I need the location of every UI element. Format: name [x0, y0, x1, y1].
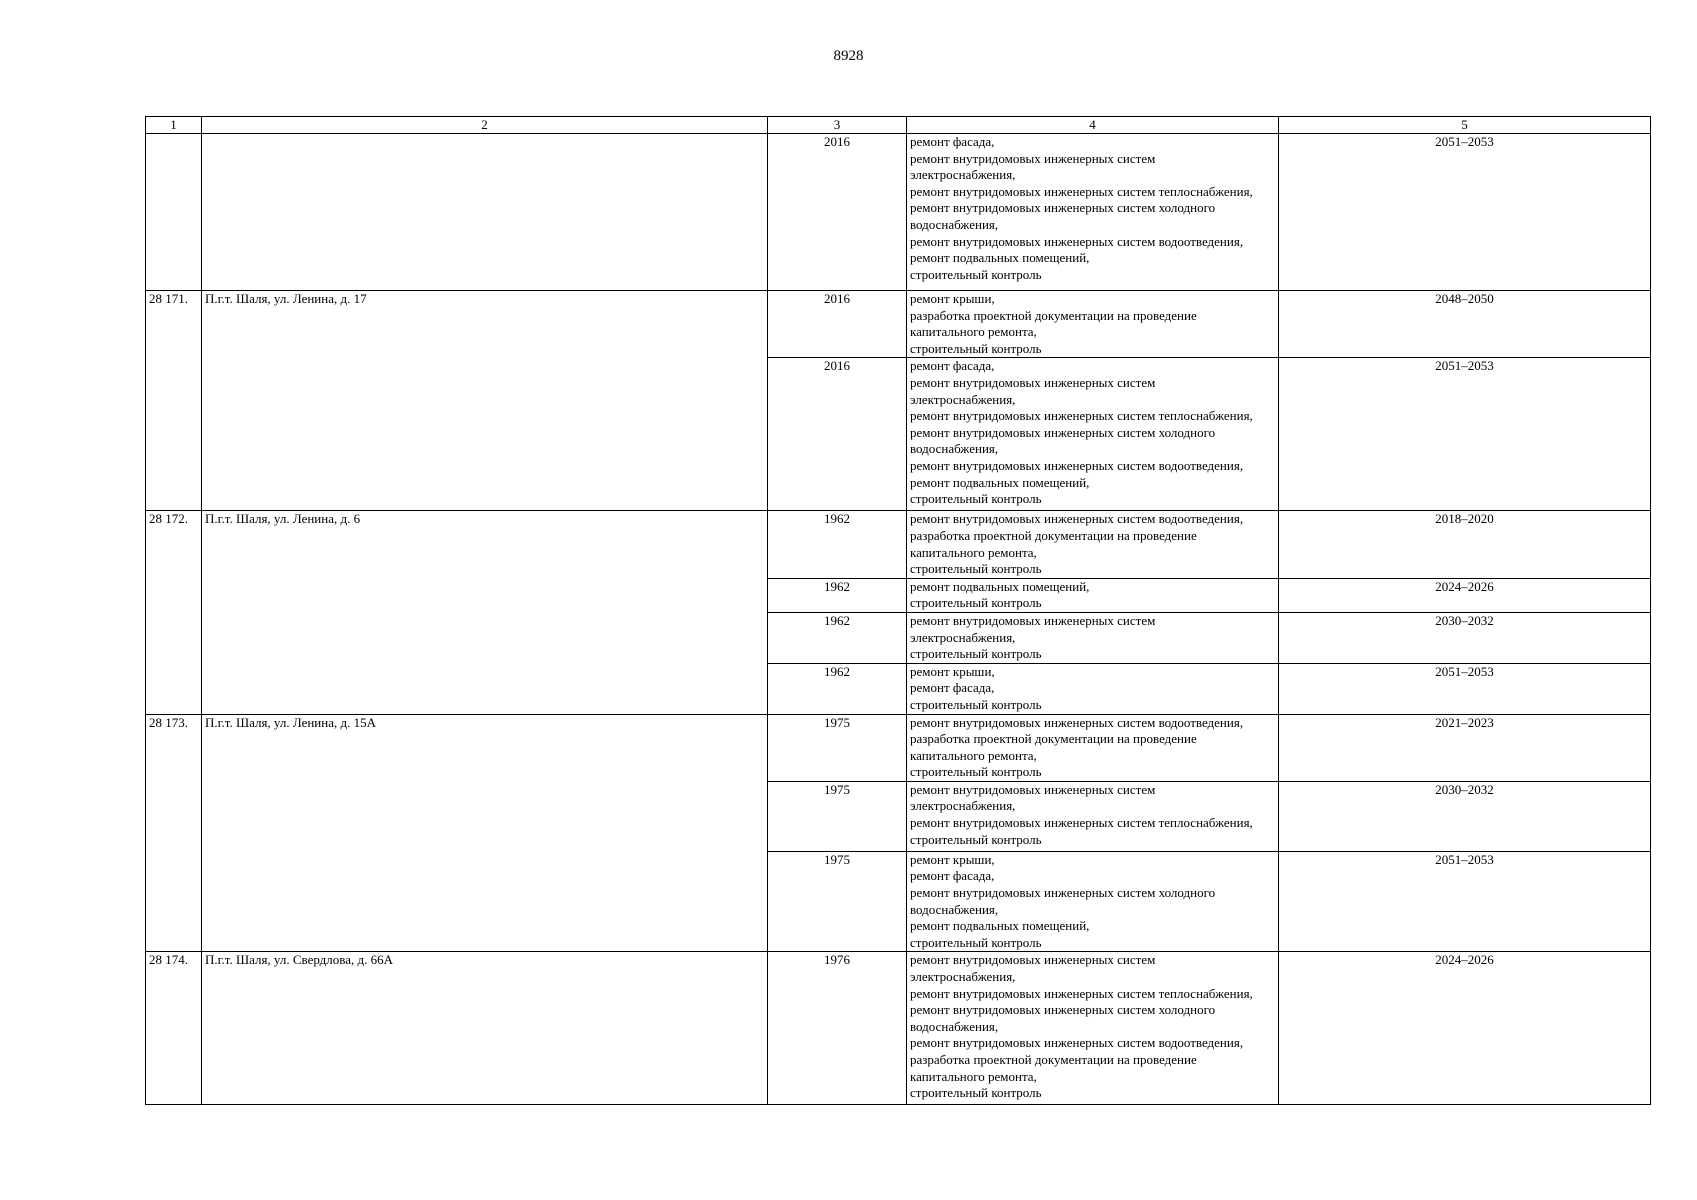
table-header-row	[146, 117, 1651, 134]
page-number: 8928	[833, 48, 864, 64]
repair-period: 2051–2053	[1279, 358, 1651, 511]
building-address: П.г.т. Шаля, ул. Ленина, д. 6	[202, 511, 768, 714]
build-year: 1962	[768, 612, 907, 663]
works-list: ремонт крыши, ремонт фасада, строительный контроль	[907, 663, 1279, 714]
build-year: 1975	[768, 714, 907, 781]
repair-period: 2021–2023	[1279, 714, 1651, 781]
works-list: ремонт фасада, ремонт внутридомовых инженерных систем электроснабжения, ремонт внутридомовых инженерных систем теплоснабжения, ремонт внутридомовых инженерных систем холодного водоснабжения, ремонт внутридомовых инженерных систем водоотведения, ремонт подвальных помещений, строительный контроль	[907, 134, 1279, 291]
column-header-4: 4	[907, 117, 1279, 134]
build-year: 2016	[768, 291, 907, 358]
row-number: 28 174.	[146, 952, 202, 1105]
works-list: ремонт внутридомовых инженерных систем водоотведения, разработка проектной документации на проведение капитального ремонта, строительный контроль	[907, 714, 1279, 781]
column-header-2: 2	[202, 117, 768, 134]
repair-period: 2024–2026	[1279, 578, 1651, 612]
repair-period: 2051–2053	[1279, 134, 1651, 291]
table-row	[146, 511, 1651, 578]
repair-period: 2051–2053	[1279, 851, 1651, 952]
row-number: 28 172.	[146, 511, 202, 714]
building-address: П.г.т. Шаля, ул. Ленина, д. 17	[202, 291, 768, 511]
column-header-3: 3	[768, 117, 907, 134]
build-year: 1962	[768, 578, 907, 612]
column-header-1: 1	[146, 117, 202, 134]
build-year: 1962	[768, 663, 907, 714]
repair-schedule-table	[145, 116, 1651, 1105]
build-year: 2016	[768, 358, 907, 511]
works-list: ремонт внутридомовых инженерных систем электроснабжения, ремонт внутридомовых инженерных систем теплоснабжения, строительный контроль	[907, 781, 1279, 851]
column-header-5: 5	[1279, 117, 1651, 134]
build-year: 1975	[768, 851, 907, 952]
works-list: ремонт фасада, ремонт внутридомовых инженерных систем электроснабжения, ремонт внутридомовых инженерных систем теплоснабжения, ремонт внутридомовых инженерных систем холодного водоснабжения, ремонт внутридомовых инженерных систем водоотведения, ремонт подвальных помещений, строительный контроль	[907, 358, 1279, 511]
works-list: ремонт внутридомовых инженерных систем электроснабжения, строительный контроль	[907, 612, 1279, 663]
repair-period: 2030–2032	[1279, 612, 1651, 663]
row-number: 28 173.	[146, 714, 202, 952]
repair-period: 2051–2053	[1279, 663, 1651, 714]
works-list: ремонт крыши, ремонт фасада, ремонт внутридомовых инженерных систем холодного водоснабжения, ремонт подвальных помещений, строительный контроль	[907, 851, 1279, 952]
works-list: ремонт внутридомовых инженерных систем электроснабжения, ремонт внутридомовых инженерных систем теплоснабжения, ремонт внутридомовых инженерных систем холодного водоснабжения, ремонт внутридомовых инженерных систем водоотведения, разработка проектной документации на проведение капитального ремонта, строительный контроль	[907, 952, 1279, 1105]
table-row	[146, 134, 1651, 291]
repair-period: 2024–2026	[1279, 952, 1651, 1105]
works-list: ремонт внутридомовых инженерных систем водоотведения, разработка проектной документации на проведение капитального ремонта, строительный контроль	[907, 511, 1279, 578]
table-row	[146, 714, 1651, 781]
build-year: 1962	[768, 511, 907, 578]
table-row	[146, 291, 1651, 358]
repair-period: 2030–2032	[1279, 781, 1651, 851]
building-address: П.г.т. Шаля, ул. Ленина, д. 15А	[202, 714, 768, 952]
works-list: ремонт подвальных помещений, строительный контроль	[907, 578, 1279, 612]
repair-period: 2018–2020	[1279, 511, 1651, 578]
row-number: 28 171.	[146, 291, 202, 511]
row-number	[146, 134, 202, 291]
build-year: 1976	[768, 952, 907, 1105]
building-address: П.г.т. Шаля, ул. Свердлова, д. 66А	[202, 952, 768, 1105]
build-year: 1975	[768, 781, 907, 851]
table-row	[146, 952, 1651, 1105]
building-address	[202, 134, 768, 291]
build-year: 2016	[768, 134, 907, 291]
works-list: ремонт крыши, разработка проектной документации на проведение капитального ремонта, строительный контроль	[907, 291, 1279, 358]
repair-period: 2048–2050	[1279, 291, 1651, 358]
